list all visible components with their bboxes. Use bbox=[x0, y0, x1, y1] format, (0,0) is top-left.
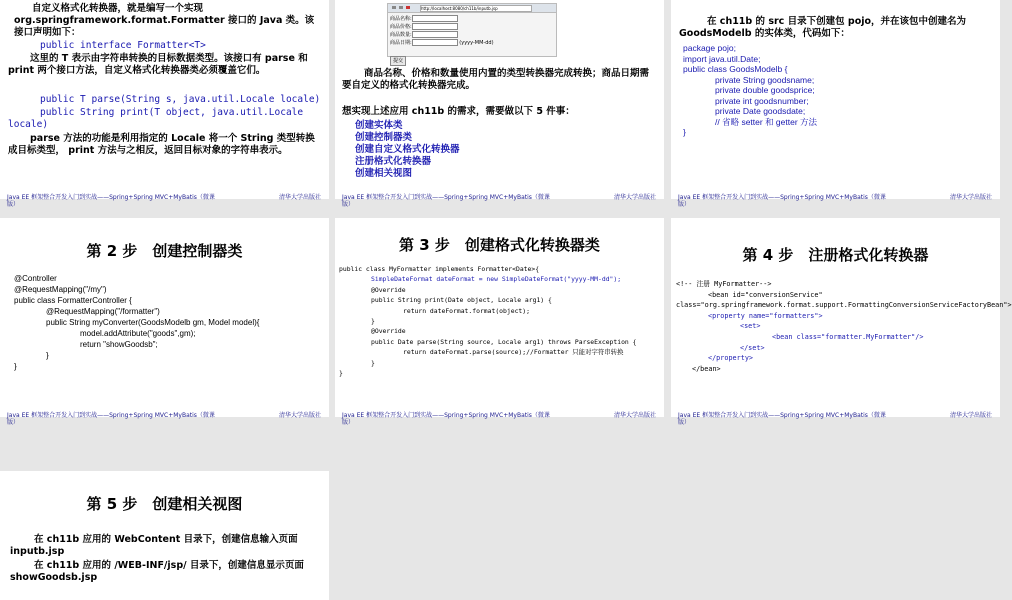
browser-toolbar bbox=[388, 4, 556, 13]
slide-requirements: http://localhost:8080/ch11b/inputb.jsp 商品名称: 商品价格: 商品数量: 商品日期: (yyyy-MM-dd) 提交 商品名称、价格和数量使用内置的类型转换器完成转换；商品日期需要自定义的格式化转换器完成。 想实现上述应用 ch11b 的需求，需要做以下 5 件事： 创建实体类 创建控制器类 创建自定义格式化转换器 注册格式化转换器 创建相关视图 Java EE 框架整合开发入门到实战——Spring+Spring MVC+MyBatis（微课版） 清华大学出版社 bbox=[335, 0, 664, 199]
page-title: 第 5 步 创建相关视图 bbox=[86, 495, 243, 513]
page-title: 第 3 步 创建格式化转换器类 bbox=[399, 236, 600, 254]
list-item: 创建控制器类 bbox=[355, 132, 413, 143]
stop-icon[interactable] bbox=[406, 6, 410, 9]
list-item: 创建自定义格式化转换器 bbox=[355, 144, 460, 155]
s6-code: <!-- 注册 MyFormatter--> <bean id="conversionService" class="org.springframework.format.support.FormattingConversionServiceFactoryBean"> <property name="formatters"> <set> <bean class="formatter.MyFormatter"/> </set> </property> </bean> bbox=[676, 280, 1012, 373]
s3-intro: 在 ch11b 的 src 目录下创建包 pojo，并在该包中创建名为 GoodsModelb 的实体类，代码如下： bbox=[679, 16, 967, 39]
s3-code: package pojo; import java.util.Date; public class GoodsModelb { private String goodsname; private double goodsprice; private int goodsnumber; private Date goodsdate; // 省略 setter 和 getter 方法 } bbox=[683, 43, 818, 137]
s7-text1: 在 ch11b 应用的 WebContent 目录下，创建信息输入页面 inputb.jsp bbox=[10, 534, 298, 557]
address-bar[interactable]: http://localhost:8080/ch11b/inputb.jsp bbox=[420, 5, 532, 12]
s1-text3: parse 方法的功能是利用指定的 Locale 将一个 String 类型转换成目标类型， print 方法与之相反，返回目标对象的字符串表示。 bbox=[8, 133, 315, 156]
slide-entity-class: 在 ch11b 的 src 目录下创建包 pojo，并在该包中创建名为 GoodsModelb 的实体类，代码如下： package pojo; import java.util.Date; public class GoodsModelb { private String goodsname; private double goodsprice; private int goodsnumber; private Date goodsdate; // 省略 setter 和 getter 方法 } Java EE 框架整合开发入门到实战——Spring+Spring MVC+MyBatis（微课版） 清华大学出版社 bbox=[671, 0, 1000, 199]
form-row: 商品数量: bbox=[390, 31, 494, 39]
list-item: 注册格式化转换器 bbox=[355, 156, 432, 167]
s1-code1: public interface Formatter<T> bbox=[40, 40, 206, 51]
back-icon[interactable] bbox=[392, 6, 396, 9]
goodsnumber-input[interactable] bbox=[412, 31, 458, 38]
s5-code: public class MyFormatter implements Formatter<Date>{ SimpleDateFormat dateFormat = new SimpleDateFormat("yyyy-MM-dd"); @Override public String print(Date object, Locale arg1) { return dateFormat.format(object); } @Override public Date parse(String source, Locale arg1) throws ParseException { return dateFormat.parse(source);//Formatter 只能对字符串转换 } } bbox=[339, 265, 637, 378]
s1-code2: public T parse(String s, java.util.Locale locale) bbox=[40, 94, 321, 105]
input-form bbox=[390, 15, 494, 66]
s7-text2: 在 ch11b 应用的 /WEB-INF/jsp/ 目录下，创建信息显示页面 showGoodsb.jsp bbox=[10, 560, 304, 583]
form-row: 商品名称: bbox=[390, 15, 494, 23]
s1-text2: 这里的 T 表示由字符串转换的目标数据类型。该接口有 parse 和 print 两个接口方法，自定义格式化转换器类必须覆盖它们。 bbox=[8, 53, 308, 76]
goodsdate-input[interactable] bbox=[412, 39, 458, 46]
browser-screenshot bbox=[387, 3, 557, 64]
goodsname-input[interactable] bbox=[412, 15, 458, 22]
page-title: 第 2 步 创建控制器类 bbox=[86, 242, 243, 260]
s4-code: @Controller @RequestMapping("/my") public class FormatterController { @RequestMapping("/formatter") public String myConverter(GoodsModelb gm, Model model){ model.addAttribute("goods",gm); return "showGoodsb"; } } bbox=[14, 274, 260, 371]
form-row: 商品价格: bbox=[390, 23, 494, 31]
slide-step2: 第 2 步 创建控制器类 @Controller @RequestMapping("/my") public class FormatterController { @RequestMapping("/formatter") public String myConverter(GoodsModelb gm, Model model){ model.addAttribute("goods",gm); return "showGoodsb"; } } Java EE 框架整合开发入门到实战——Spring+Spring MVC+MyBatis（微课版） 清华大学出版社 bbox=[0, 218, 329, 417]
forward-icon[interactable] bbox=[399, 6, 403, 9]
list-item: 创建实体类 bbox=[355, 120, 403, 131]
goodsprice-input[interactable] bbox=[412, 23, 458, 30]
form-row: 商品日期: (yyyy-MM-dd) bbox=[390, 40, 494, 46]
list-item: 创建相关视图 bbox=[355, 168, 413, 179]
slide-formatter-interface: 自定义格式化转换器，就是编写一个实现 org.springframework.format.Formatter 接口的 Java 类。该接口声明如下： public interface Formatter<T> 这里的 T 表示由字符串转换的目标数据类型。该接口有 parse 和 print 两个接口方法，自定义格式化转换器类必须覆盖它们。 public T parse(String s, java.util.Locale locale) public String print(T object, java.util.Locale locale) parse 方法的功能是利用指定的 Locale 将一个 String 类型转换成目标类型， print 方法与之相反，返回目标对象的字符串表示。 Java EE 框架整合开发入门到实战——Spring+Spring MVC+MyBatis（微课版） 清华大学出版社 bbox=[0, 0, 329, 199]
slide-step4: 第 4 步 注册格式化转换器 <!-- 注册 MyFormatter--> <bean id="conversionService" class="org.springframework.format.support.FormattingConversionServiceFactoryBean"> <property name="formatters"> <set> <bean class="formatter.MyFormatter"/> </set> </property> </bean> Java EE 框架整合开发入门到实战——Spring+Spring MVC+MyBatis（微课版） 清华大学出版社 bbox=[671, 218, 1000, 417]
s1-code3: public String print(T object, java.util.Locale locale) bbox=[8, 107, 304, 130]
s2-text2: 想实现上述应用 ch11b 的需求，需要做以下 5 件事： bbox=[342, 106, 575, 117]
s1-text1: 自定义格式化转换器，就是编写一个实现 org.springframework.format.Formatter 接口的 Java 类。该接口声明如下： bbox=[14, 3, 315, 38]
s2-text1: 商品名称、价格和数量使用内置的类型转换器完成转换；商品日期需要自定义的格式化转换器完成。 bbox=[342, 68, 650, 91]
slide-step3: 第 3 步 创建格式化转换器类 public class MyFormatter implements Formatter<Date>{ SimpleDateFormat dateFormat = new SimpleDateFormat("yyyy-MM-dd"); @Override public String print(Date object, Locale arg1) { return dateFormat.format(object); } @Override public Date parse(String source, Locale arg1) throws ParseException { return dateFormat.parse(source);//Formatter 只能对字符串转换 } } Java EE 框架整合开发入门到实战——Spring+Spring MVC+MyBatis（微课版） 清华大学出版社 bbox=[335, 218, 664, 417]
task-list bbox=[355, 120, 460, 180]
slide-step5 bbox=[0, 471, 329, 600]
submit-button[interactable]: 提交 bbox=[390, 56, 406, 66]
page-title: 第 4 步 注册格式化转换器 bbox=[742, 246, 929, 264]
